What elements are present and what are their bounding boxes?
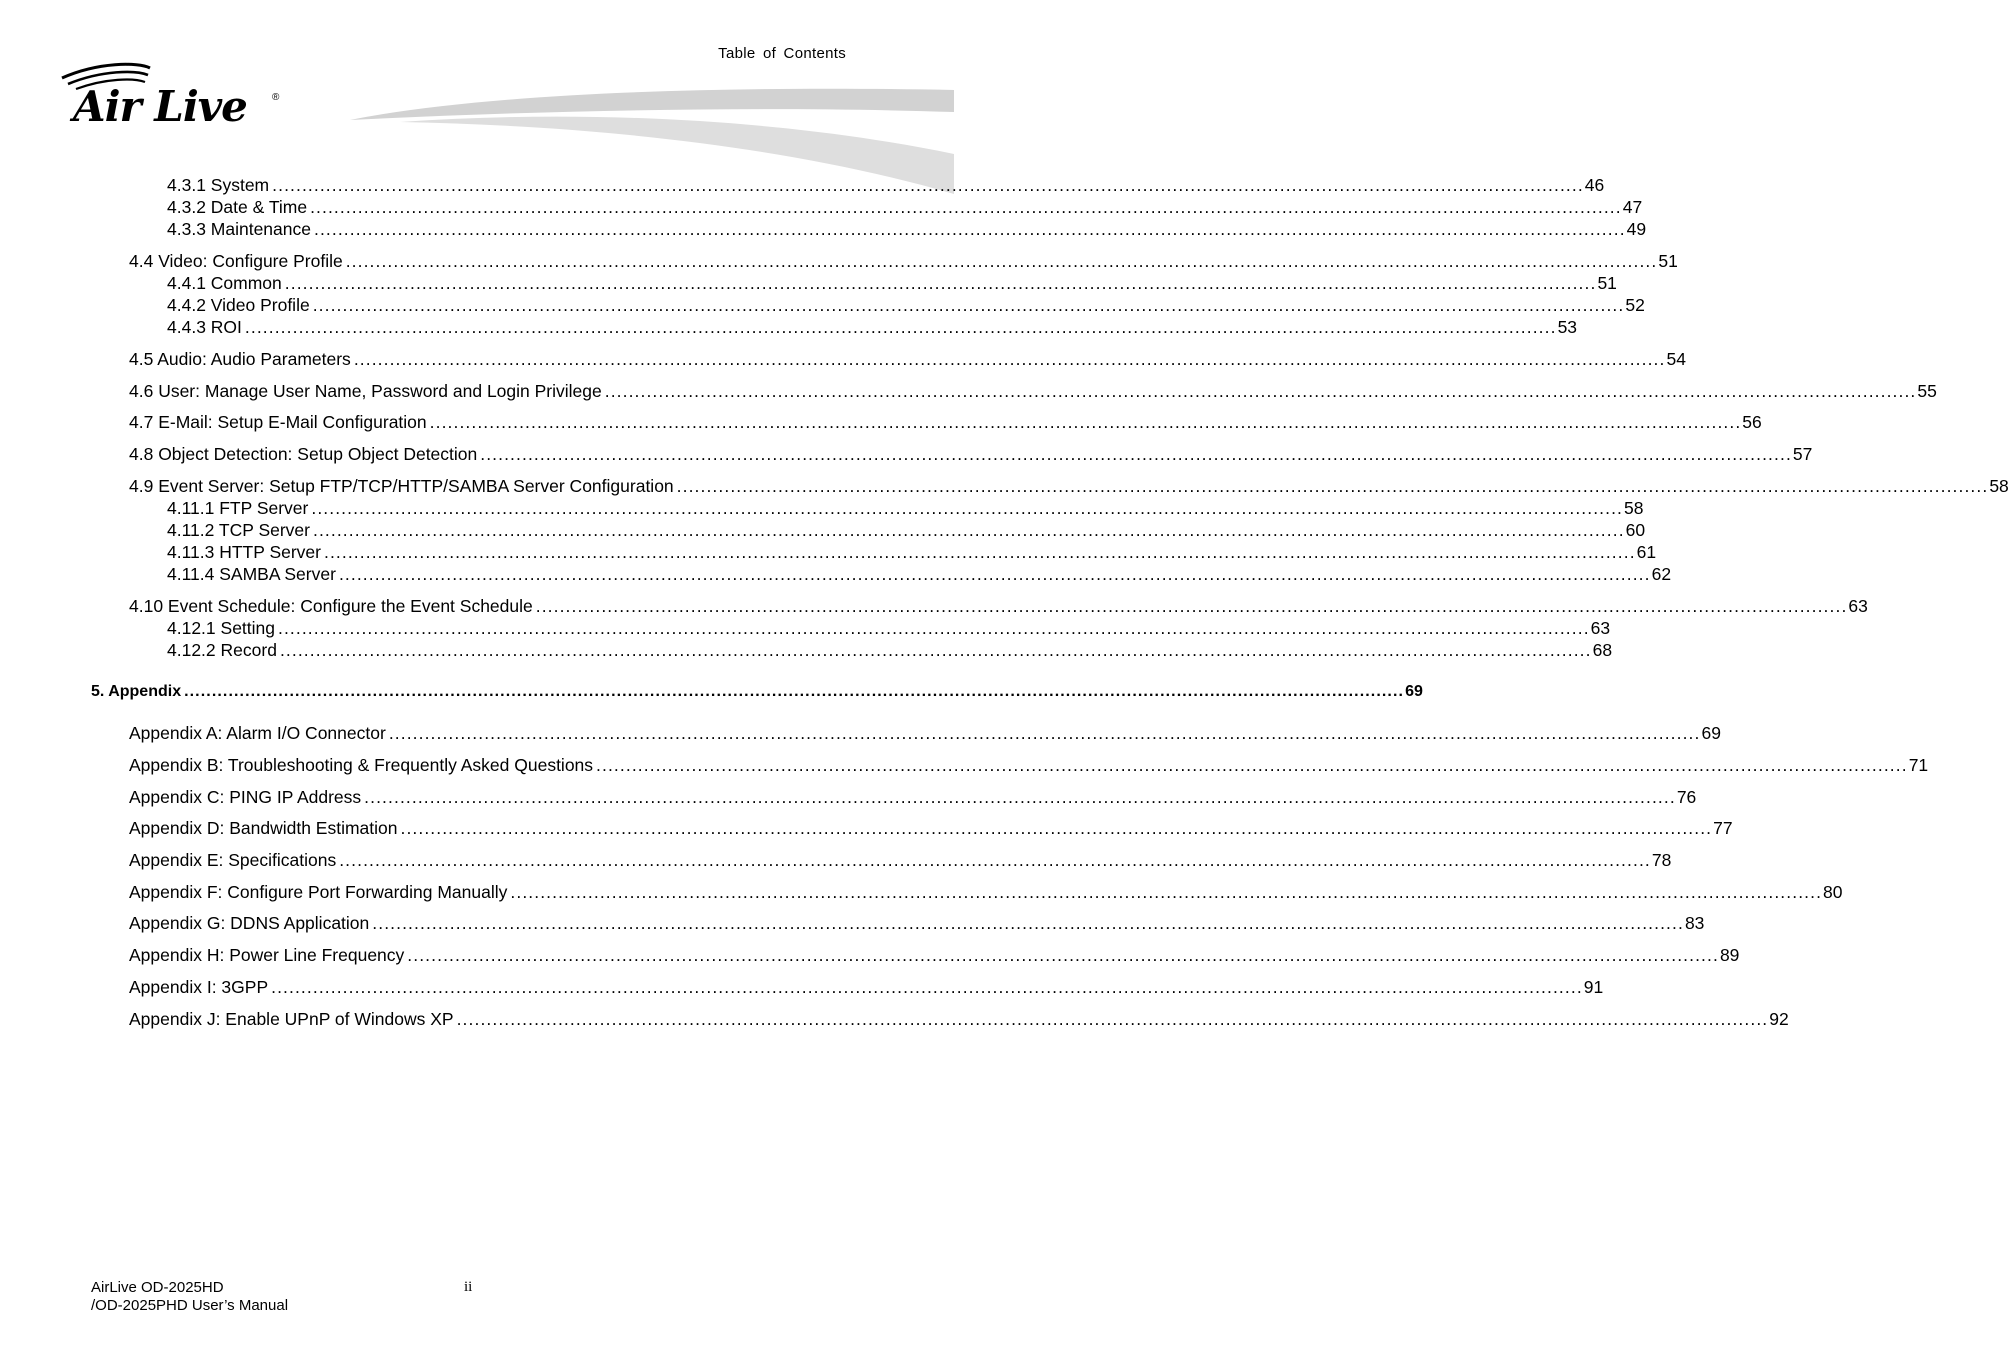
- toc-leader-dots: ............................................................................................................................................................................................................................: [596, 755, 1908, 775]
- toc-entry[interactable]: [129, 944, 1740, 966]
- toc-leader-dots: ............................................................................................................................................................................................................................: [480, 444, 1792, 464]
- toc-entry-title: Appendix F: Configure Port Forwarding Manually: [129, 882, 508, 902]
- toc-entry-title: 4.8 Object Detection: Setup Object Detection: [129, 444, 478, 464]
- header-section-label: Table of Contents: [718, 45, 846, 62]
- toc-page-number: 58: [1989, 476, 2009, 496]
- toc-page-number: 71: [1908, 755, 1929, 775]
- toc-page-number: 47: [1622, 197, 1643, 217]
- toc-entry-title: 4.4.3 ROI: [167, 317, 242, 337]
- toc-entry[interactable]: [167, 196, 1643, 218]
- toc-entry[interactable]: [129, 1008, 1789, 1030]
- toc-entry[interactable]: [129, 380, 1937, 402]
- toc-leader-dots: ............................................................................................................................................................................................................................: [510, 882, 1823, 902]
- logo-text: Air Live: [73, 82, 247, 131]
- footer-line-1: AirLive OD-2025HD: [91, 1279, 224, 1296]
- toc-leader-dots: ............................................................................................................................................................................................................................: [676, 476, 1989, 496]
- toc-entry-title: Appendix I: 3GPP: [129, 977, 269, 997]
- toc-entry-title: Appendix H: Power Line Frequency: [129, 945, 405, 965]
- toc-page-number: 61: [1636, 542, 1657, 562]
- toc-page-number: 89: [1719, 945, 1740, 965]
- toc-page-number: 77: [1713, 818, 1733, 838]
- toc-page-number: 51: [1658, 251, 1678, 271]
- toc-leader-dots: ............................................................................................................................................................................................................................: [535, 596, 1848, 616]
- toc-page-number: 60: [1625, 520, 1646, 540]
- toc-entry-title: 4.11.2 TCP Server: [167, 520, 310, 540]
- toc-entry-title: 4.3.3 Maintenance: [167, 219, 311, 239]
- toc-page-number: 83: [1684, 913, 1705, 933]
- toc-entry[interactable]: [129, 722, 1721, 744]
- toc-entry[interactable]: [129, 250, 1678, 272]
- footer-manual-title: [91, 1279, 288, 1315]
- toc-page-number: 69: [1405, 683, 1423, 700]
- toc-page-number: 51: [1597, 273, 1617, 293]
- toc-entry-title: Appendix A: Alarm I/O Connector: [129, 723, 386, 743]
- toc-leader-dots: ............................................................................................................................................................................................................................: [604, 381, 1917, 401]
- toc-page-number: 69: [1701, 723, 1721, 743]
- toc-page-number: 63: [1848, 596, 1868, 616]
- toc-page-number: 53: [1557, 317, 1578, 337]
- toc-entry[interactable]: [91, 681, 1423, 703]
- toc-entry[interactable]: [167, 563, 1672, 585]
- toc-page-number: 58: [1624, 498, 1644, 518]
- toc-entry-title: 4.12.2 Record: [167, 640, 277, 660]
- toc-entry[interactable]: [167, 316, 1578, 338]
- toc-entry[interactable]: [167, 294, 1645, 316]
- toc-entry[interactable]: [129, 411, 1762, 433]
- toc-entry-title: 4.9 Event Server: Setup FTP/TCP/HTTP/SAMBA Server Configuration: [129, 476, 674, 496]
- toc-leader-dots: ............................................................................................................................................................................................................................: [372, 913, 1684, 933]
- toc-page-number: 49: [1626, 219, 1647, 239]
- toc-leader-dots: ............................................................................................................................................................................................................................: [244, 317, 1557, 337]
- toc-page-number: 46: [1584, 175, 1605, 195]
- toc-leader-dots: ............................................................................................................................................................................................................................: [364, 787, 1676, 807]
- toc-entry[interactable]: [129, 817, 1733, 839]
- toc-leader-dots: ............................................................................................................................................................................................................................: [345, 251, 1658, 271]
- toc-entry[interactable]: [129, 443, 1813, 465]
- toc-entry-title: 4.11.1 FTP Server: [167, 498, 309, 518]
- toc-page-number: 80: [1823, 882, 1843, 902]
- toc-page-number: 62: [1651, 564, 1672, 584]
- toc-entry-title: Appendix B: Troubleshooting & Frequently Asked Questions: [129, 755, 594, 775]
- toc-leader-dots: ............................................................................................................................................................................................................................: [278, 618, 1590, 638]
- toc-leader-dots: ............................................................................................................................................................................................................................: [311, 498, 1624, 518]
- toc-page-number: 54: [1666, 349, 1686, 369]
- toc-leader-dots: ............................................................................................................................................................................................................................: [353, 349, 1666, 369]
- toc-entry[interactable]: [167, 218, 1647, 240]
- toc-leader-dots: ............................................................................................................................................................................................................................: [338, 564, 1651, 584]
- toc-entry[interactable]: [129, 849, 1672, 871]
- toc-entry-title: Appendix D: Bandwidth Estimation: [129, 818, 398, 838]
- toc-entry-title: Appendix C: PING IP Address: [129, 787, 362, 807]
- toc-page-number: 52: [1625, 295, 1645, 315]
- footer-line-2: /OD-2025PHD User’s Manual: [91, 1297, 289, 1314]
- toc-entry[interactable]: [167, 174, 1605, 196]
- toc-entry-title: 4.3.2 Date & Time: [167, 197, 308, 217]
- toc-entry[interactable]: [129, 754, 1929, 776]
- toc-leader-dots: ............................................................................................................................................................................................................................: [429, 412, 1742, 432]
- toc-entry[interactable]: [129, 475, 2009, 497]
- toc-entry[interactable]: [129, 348, 1686, 370]
- toc-leader-dots: ............................................................................................................................................................................................................................: [272, 175, 1584, 195]
- toc-entry[interactable]: [129, 912, 1705, 934]
- toc-entry[interactable]: [129, 976, 1604, 998]
- toc-entry-title: 4.3.1 System: [167, 175, 270, 195]
- toc-entry[interactable]: [167, 617, 1611, 639]
- toc-entry-title: 4.4 Video: Configure Profile: [129, 251, 343, 271]
- toc-leader-dots: ............................................................................................................................................................................................................................: [313, 520, 1625, 540]
- toc-entry-title: 4.12.1 Setting: [167, 618, 275, 638]
- toc-leader-dots: ............................................................................................................................................................................................................................: [271, 977, 1583, 997]
- toc-entry[interactable]: [167, 541, 1657, 563]
- toc-leader-dots: ............................................................................................................................................................................................................................: [184, 683, 1405, 700]
- toc-page-number: 55: [1917, 381, 1937, 401]
- toc-leader-dots: ............................................................................................................................................................................................................................: [324, 542, 1636, 562]
- toc-entry[interactable]: [167, 519, 1646, 541]
- toc-leader-dots: ............................................................................................................................................................................................................................: [407, 945, 1719, 965]
- toc-page-number: 56: [1742, 412, 1762, 432]
- toc-entry-title: 4.11.3 HTTP Server: [167, 542, 321, 562]
- toc-entry[interactable]: [167, 497, 1644, 519]
- toc-entry-title: 4.4.2 Video Profile: [167, 295, 310, 315]
- toc-entry-title: 5. Appendix: [91, 683, 182, 700]
- toc-entry-title: 4.11.4 SAMBA Server: [167, 564, 336, 584]
- toc-entry-title: 4.6 User: Manage User Name, Password and Login Privilege: [129, 381, 602, 401]
- toc-page-number: 68: [1592, 640, 1613, 660]
- toc-entry-title: Appendix G: DDNS Application: [129, 913, 370, 933]
- toc-leader-dots: ............................................................................................................................................................................................................................: [284, 273, 1597, 293]
- airlive-logo: [58, 60, 298, 130]
- toc-entry[interactable]: [167, 272, 1617, 294]
- toc-leader-dots: ............................................................................................................................................................................................................................: [314, 219, 1626, 239]
- toc-entry[interactable]: [167, 639, 1613, 661]
- toc-entry-title: Appendix J: Enable UPnP of Windows XP: [129, 1009, 454, 1029]
- toc-entry-title: 4.7 E-Mail: Setup E-Mail Configuration: [129, 412, 427, 432]
- toc-leader-dots: ............................................................................................................................................................................................................................: [279, 640, 1592, 660]
- toc-page-number: 78: [1651, 850, 1672, 870]
- toc-page-number: 57: [1792, 444, 1813, 464]
- toc-entry[interactable]: [129, 881, 1843, 903]
- footer-page-number: ii: [464, 1279, 473, 1295]
- toc-leader-dots: ............................................................................................................................................................................................................................: [456, 1009, 1769, 1029]
- toc-leader-dots: ............................................................................................................................................................................................................................: [339, 850, 1651, 870]
- toc-page-number: 92: [1769, 1009, 1789, 1029]
- toc-entry-title: 4.10 Event Schedule: Configure the Event Schedule: [129, 596, 533, 616]
- toc-leader-dots: ............................................................................................................................................................................................................................: [310, 197, 1622, 217]
- registered-mark: ®: [272, 92, 280, 103]
- toc-leader-dots: ............................................................................................................................................................................................................................: [312, 295, 1625, 315]
- toc-page-number: 63: [1590, 618, 1611, 638]
- toc-entry[interactable]: [129, 786, 1697, 808]
- toc-entry[interactable]: [129, 595, 1868, 617]
- toc-page-number: 91: [1583, 977, 1604, 997]
- toc-entry-title: 4.4.1 Common: [167, 273, 282, 293]
- toc-leader-dots: ............................................................................................................................................................................................................................: [400, 818, 1713, 838]
- toc-page-number: 76: [1676, 787, 1697, 807]
- toc-entry-title: 4.5 Audio: Audio Parameters: [129, 349, 351, 369]
- toc-entry-title: Appendix E: Specifications: [129, 850, 337, 870]
- toc-leader-dots: ............................................................................................................................................................................................................................: [388, 723, 1701, 743]
